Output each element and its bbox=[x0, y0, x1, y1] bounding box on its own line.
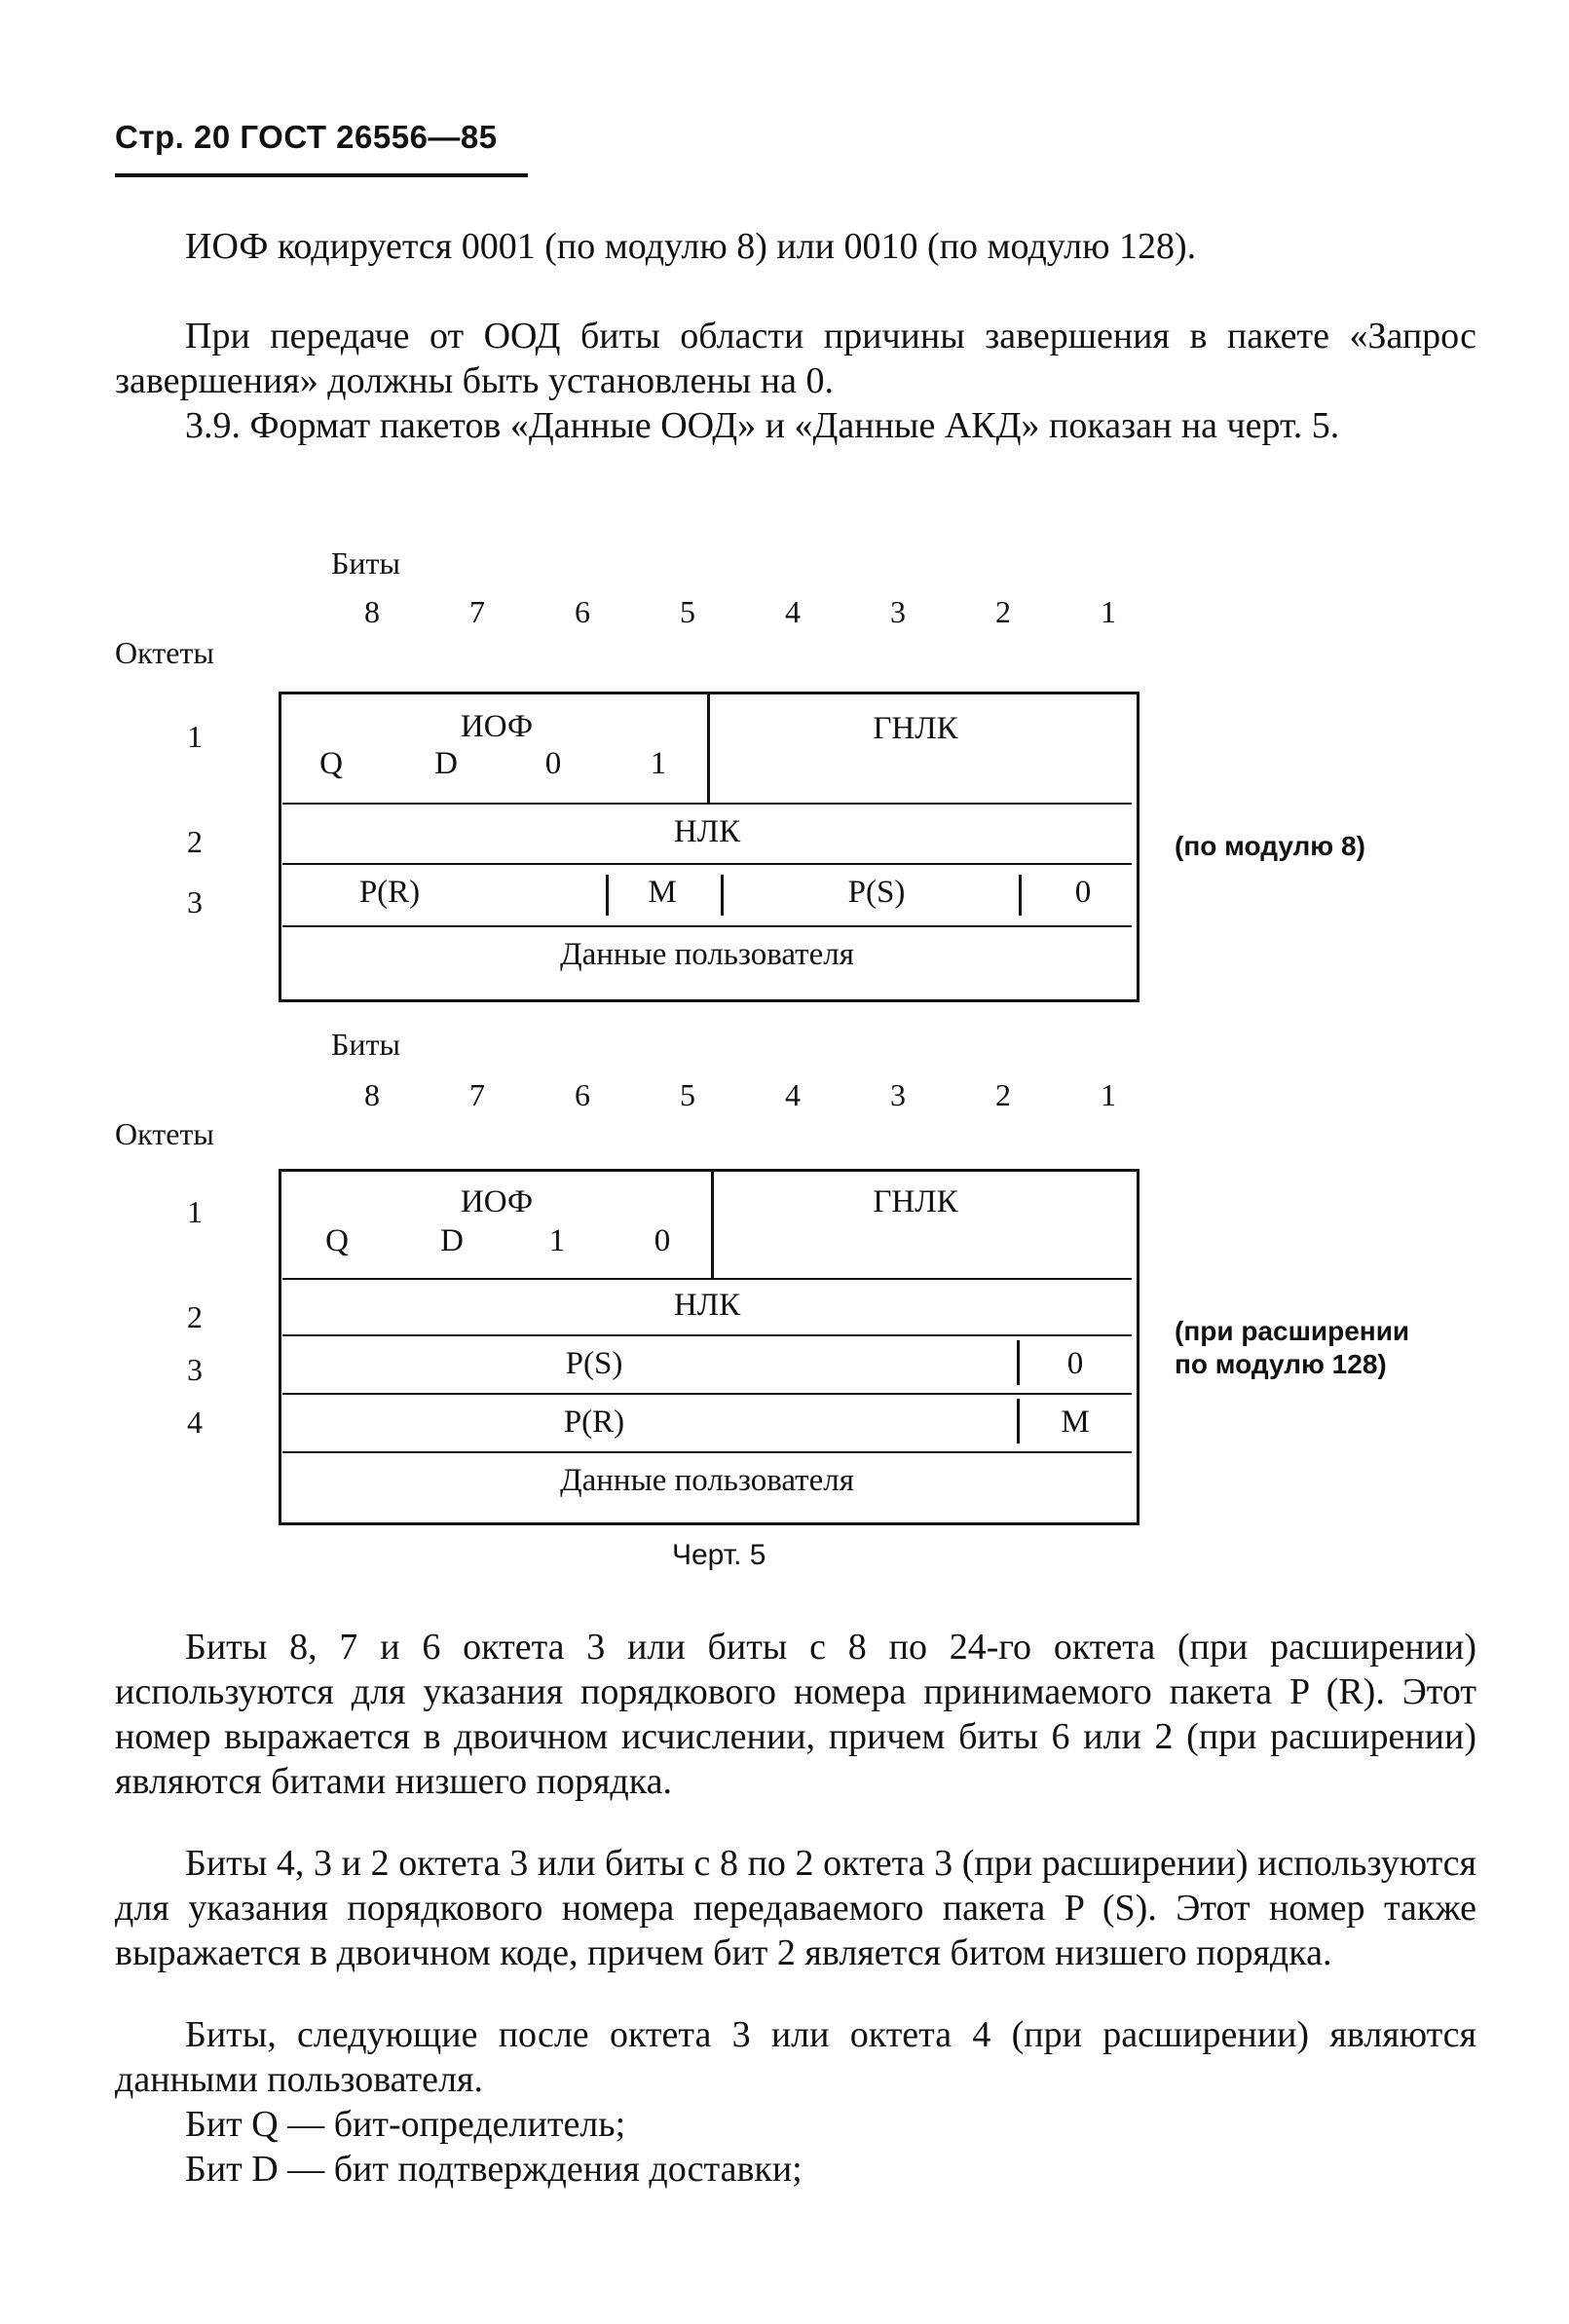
octet-number: 1 bbox=[187, 719, 203, 754]
m-bit: M bbox=[1061, 1405, 1090, 1440]
octets-label: Октеты bbox=[115, 635, 214, 670]
paragraph-iof-coding: ИОФ кодируется 0001 (по модулю 8) или 0010 (по модулю 128). bbox=[185, 226, 1197, 267]
column-divider bbox=[1017, 1399, 1020, 1443]
header-rule bbox=[115, 173, 528, 177]
paragraph-user-data: Биты, следующие после октета 3 или октета 4 (при расширении) являются данными пользователя. bbox=[115, 2014, 1476, 2100]
paragraph-d-bit: Бит D — бит подтверждения доставки; bbox=[185, 2149, 803, 2190]
octet-number: 2 bbox=[187, 824, 203, 859]
bit-6-value: 1 bbox=[548, 1223, 566, 1258]
modulo-note-line1: (при расширении bbox=[1175, 1316, 1410, 1346]
iof-field: ИОФ bbox=[460, 709, 534, 744]
iof-field: ИОФ bbox=[460, 1184, 534, 1219]
standard-number: ГОСТ 26556—85 bbox=[240, 119, 498, 155]
page-reference: Стр. 20 bbox=[115, 119, 231, 155]
nlk-field: НЛК bbox=[673, 814, 741, 849]
column-divider bbox=[1017, 1340, 1020, 1385]
bit-number: 6 bbox=[575, 1077, 590, 1112]
paragraph-q-bit: Бит Q — бит-определитель; bbox=[185, 2104, 626, 2145]
ps-field: P(S) bbox=[847, 875, 906, 910]
gnlk-field: ГНЛК bbox=[873, 711, 958, 746]
bit-number: 7 bbox=[469, 1077, 485, 1112]
d-bit: D bbox=[434, 746, 458, 781]
paragraph-ps-bits: Биты 4, 3 и 2 октета 3 или биты с 8 по 2 октета 3 (при расширении) используются для указания порядкового номера передаваемого пакета P (S). Этот номер также выражается в двоичном коде, причем бит 2 является битом низшего порядка. bbox=[115, 1843, 1476, 1973]
user-data-field: Данные пользователя bbox=[560, 1463, 854, 1498]
bit-number: 5 bbox=[680, 594, 695, 629]
bits-label: Биты bbox=[331, 1027, 400, 1062]
row-divider bbox=[282, 1278, 1132, 1280]
column-divider bbox=[711, 1171, 714, 1278]
pr-field: P(R) bbox=[563, 1405, 625, 1440]
row-divider bbox=[282, 863, 1132, 865]
column-divider bbox=[1019, 875, 1022, 916]
bits-label: Биты bbox=[331, 545, 400, 581]
row-divider bbox=[282, 1451, 1132, 1453]
row-divider bbox=[282, 1334, 1132, 1336]
octet-number: 2 bbox=[187, 1299, 203, 1334]
column-divider bbox=[721, 875, 724, 916]
bit-number: 4 bbox=[785, 1077, 801, 1112]
zero-bit: 0 bbox=[1066, 1346, 1084, 1381]
octet-number: 3 bbox=[187, 884, 203, 919]
bit-number: 3 bbox=[890, 1077, 906, 1112]
bit-number: 8 bbox=[364, 1077, 380, 1112]
bit-number: 2 bbox=[995, 594, 1011, 629]
zero-bit: 0 bbox=[1074, 875, 1092, 910]
nlk-field: НЛК bbox=[673, 1288, 741, 1323]
bit-5-value: 0 bbox=[654, 1223, 671, 1258]
bit-number: 8 bbox=[364, 594, 380, 629]
user-data-field: Данные пользователя bbox=[560, 937, 854, 972]
row-divider bbox=[282, 925, 1132, 927]
paragraph-pr-bits: Биты 8, 7 и 6 октета 3 или биты с 8 по 24-го октета (при расширении) используются для указания порядкового номера принимаемого пакета P (R). Этот номер выражается в двоичном исчислении, причем биты 6 или 2 (при расширении) являются битами низшего порядка. bbox=[115, 1627, 1476, 1802]
row-divider bbox=[282, 803, 1132, 805]
page-header bbox=[115, 119, 498, 156]
bit-number: 6 bbox=[575, 594, 590, 629]
bit-6-value: 0 bbox=[544, 746, 562, 781]
bit-number: 3 bbox=[890, 594, 906, 629]
column-divider bbox=[707, 693, 710, 803]
octets-label: Октеты bbox=[115, 1116, 214, 1151]
modulo-note-line2: по модулю 128) bbox=[1175, 1349, 1387, 1379]
figure-caption: Черт. 5 bbox=[672, 1539, 766, 1571]
paragraph-section-3-9: 3.9. Формат пакетов «Данные ООД» и «Данные АКД» показан на черт. 5. bbox=[185, 405, 1340, 446]
bit-number: 1 bbox=[1101, 1077, 1116, 1112]
column-divider bbox=[606, 875, 609, 916]
pr-field: P(R) bbox=[358, 875, 421, 910]
m-bit: M bbox=[648, 875, 677, 910]
q-bit: Q bbox=[325, 1223, 349, 1258]
octet-number: 1 bbox=[187, 1194, 203, 1229]
modulo-note: (по модулю 8) bbox=[1175, 831, 1365, 861]
bit-number: 1 bbox=[1101, 594, 1116, 629]
row-divider bbox=[282, 1393, 1132, 1395]
q-bit: Q bbox=[319, 746, 343, 781]
octet-number: 3 bbox=[187, 1352, 203, 1387]
gnlk-field: ГНЛК bbox=[873, 1184, 958, 1219]
bit-5-value: 1 bbox=[650, 746, 667, 781]
paragraph-termination-cause: При передаче от ООД биты области причины завершения в пакете «Запрос завершения» должны быть установлены на 0. bbox=[115, 316, 1476, 401]
bit-number: 4 bbox=[785, 594, 801, 629]
ps-field: P(S) bbox=[565, 1346, 623, 1381]
bit-number: 5 bbox=[680, 1077, 695, 1112]
d-bit: D bbox=[440, 1223, 464, 1258]
bit-number: 2 bbox=[995, 1077, 1011, 1112]
bit-number: 7 bbox=[469, 594, 485, 629]
octet-number: 4 bbox=[187, 1405, 203, 1440]
